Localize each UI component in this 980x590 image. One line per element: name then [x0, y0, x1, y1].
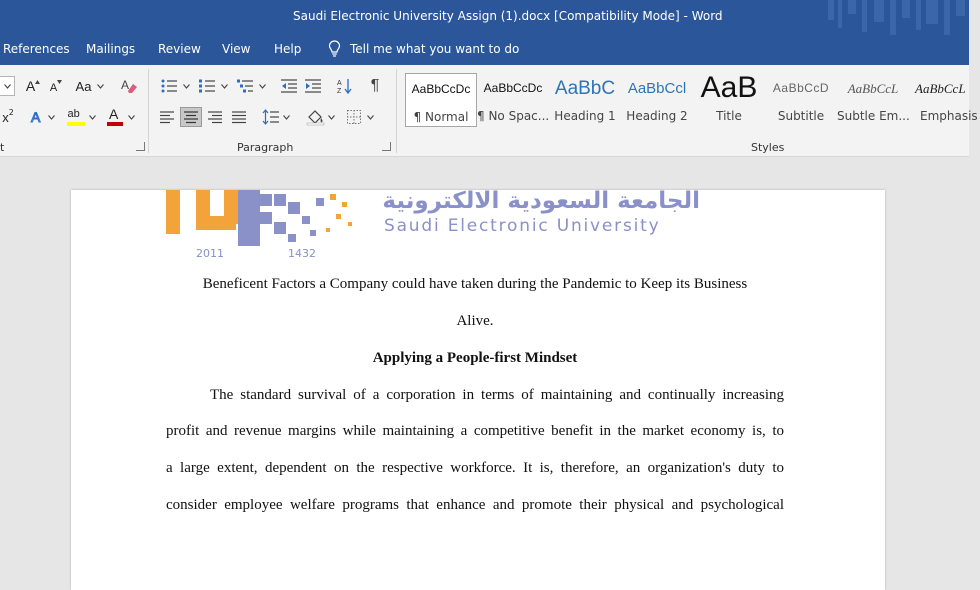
highlight-color-swatch [67, 122, 85, 126]
style-sample: AaBbCcl [627, 80, 687, 97]
svg-text:A: A [121, 78, 130, 92]
align-right-icon [208, 111, 222, 123]
align-center-icon [184, 111, 198, 123]
logo-mark [166, 190, 361, 260]
font-dialog-launcher[interactable] [136, 142, 145, 151]
sort-icon [337, 78, 353, 94]
borders-button[interactable] [342, 107, 378, 127]
shrink-font-label: A [49, 81, 58, 94]
svg-text:Z: Z [337, 88, 342, 95]
logo-arabic-name: الجامعة السعودية الالكترونية [382, 188, 700, 214]
tab-review[interactable]: Review [158, 42, 201, 56]
window-title: Saudi Electronic University Assign (1).docx [Compatibility Mode] - Word [293, 9, 723, 23]
eraser-icon [120, 78, 138, 94]
show-formatting-button[interactable] [364, 76, 386, 96]
style-name: Emphasis [920, 109, 978, 123]
chevron-down-icon [283, 115, 290, 120]
grow-font-button[interactable] [22, 76, 44, 96]
logo-year-start: 2011 [196, 247, 224, 260]
style-sample: AaBbCcL [915, 81, 966, 96]
style-name: Subtitle [777, 109, 825, 123]
change-case-label: Aa [75, 78, 92, 94]
logo-year-hijri: 1432 [288, 247, 316, 260]
tab-references[interactable]: References [3, 42, 70, 56]
style-name: Heading 1 [554, 109, 616, 123]
font-color-label: A [109, 106, 119, 122]
title-bar [0, 0, 969, 35]
borders-icon [347, 110, 361, 124]
line-spacing-button[interactable] [260, 107, 292, 127]
style-sample: AaBbCcDc [483, 81, 543, 95]
style-name: Subtle Em... [837, 109, 910, 123]
bullet-list-icon [161, 79, 177, 93]
align-left-icon [160, 111, 174, 123]
document-canvas[interactable] [0, 158, 969, 526]
paragraph-line: profit and revenue margins while maintaining a competitive benefit in the market economy is, to [166, 423, 784, 439]
paragraph-line: The standard survival of a corporation in terms of maintaining and continually increasing [210, 387, 784, 403]
style-name: ¶ No Spac... [477, 109, 550, 123]
decrease-indent-button[interactable] [278, 76, 300, 96]
tab-mailings[interactable]: Mailings [86, 42, 136, 56]
title-bar-pattern [826, 0, 969, 35]
style-no-spacing[interactable] [477, 73, 549, 127]
superscript-mark: 2 [8, 108, 14, 117]
justify-button[interactable] [228, 107, 250, 127]
sort-button[interactable] [334, 76, 356, 96]
ribbon-home [0, 65, 978, 157]
style-sample: AaBbCcDc [411, 82, 471, 96]
style-normal[interactable] [405, 73, 477, 127]
paragraph-dialog-launcher[interactable] [382, 142, 391, 151]
chevron-down-icon [183, 84, 190, 89]
text-effects-button[interactable] [27, 107, 57, 127]
font-group-label: t [0, 141, 5, 154]
numbered-list-icon [199, 79, 215, 93]
svg-text:A: A [31, 109, 41, 125]
line-spacing-icon [263, 110, 279, 124]
caret-down-icon [57, 80, 62, 84]
font-color-button[interactable] [104, 107, 138, 127]
style-name: Heading 2 [626, 109, 688, 123]
chevron-down-icon [259, 84, 266, 89]
chevron-down-icon [89, 115, 96, 120]
ribbon-tabs [0, 35, 969, 65]
style-subtle-emphasis[interactable] [837, 73, 909, 127]
style-sample: AaBbCcD [772, 81, 830, 95]
increase-indent-button[interactable] [302, 76, 324, 96]
section-heading: Applying a People-first Mindset [372, 350, 578, 366]
caret-up-icon [35, 80, 40, 84]
bullets-button[interactable] [158, 76, 192, 96]
style-heading-1[interactable] [549, 73, 621, 127]
style-heading-2[interactable] [621, 73, 693, 127]
document-title-line-1: Beneficent Factors a Company could have taken during the Pandemic to Keep its Business [202, 276, 748, 292]
highlight-label: ab [67, 108, 80, 120]
highlighter-icon [67, 108, 85, 126]
university-logo [166, 190, 706, 260]
logo-english-name: Saudi Electronic University [384, 216, 661, 236]
style-emphasis[interactable] [909, 73, 978, 127]
superscript-button[interactable] [0, 107, 16, 127]
style-name: Title [716, 109, 742, 123]
chevron-down-icon [367, 115, 374, 120]
style-name: ¶ Normal [413, 110, 469, 124]
clear-formatting-button[interactable] [118, 76, 140, 96]
align-center-button[interactable] [180, 107, 202, 127]
tell-me-search[interactable] [328, 40, 519, 57]
multilevel-list-icon [237, 79, 253, 93]
style-subtitle[interactable] [765, 73, 837, 127]
lightbulb-icon [328, 40, 341, 57]
align-right-button[interactable] [204, 107, 226, 127]
tab-view[interactable]: View [222, 42, 251, 56]
numbering-button[interactable] [196, 76, 230, 96]
multilevel-list-button[interactable] [234, 76, 268, 96]
chevron-down-icon [48, 115, 55, 120]
chevron-down-icon [328, 115, 335, 120]
chevron-down-icon [221, 84, 228, 89]
shading-button[interactable] [304, 107, 338, 127]
style-sample: AaBbC [554, 78, 616, 99]
group-separator [148, 69, 149, 153]
style-title[interactable] [693, 73, 765, 127]
tell-me-label: Tell me what you want to do [350, 41, 520, 56]
align-left-button[interactable] [156, 107, 178, 127]
text-effects-icon [29, 109, 45, 125]
document-page[interactable] [71, 190, 885, 590]
group-separator [396, 69, 397, 153]
chevron-down-icon [128, 115, 135, 120]
justify-icon [232, 111, 246, 123]
decrease-indent-icon [281, 79, 297, 93]
font-size-dropdown[interactable] [0, 76, 15, 96]
superscript-label: x [2, 109, 9, 125]
style-sample: AaB [700, 71, 758, 104]
pilcrow-icon: ¶ [370, 77, 380, 94]
increase-indent-icon [305, 79, 321, 93]
highlight-color-button[interactable] [64, 107, 98, 127]
paragraph-line: consider employee welfare programs that enhance and promote their physical and psychological [166, 497, 784, 513]
font-color-swatch [107, 122, 123, 126]
style-sample: AaBbCcL [847, 81, 899, 96]
font-color-icon [107, 108, 123, 126]
paint-bucket-icon [307, 109, 324, 125]
chevron-down-icon [97, 84, 104, 89]
tab-help[interactable]: Help [274, 42, 302, 56]
change-case-button[interactable] [72, 76, 108, 96]
shrink-font-button[interactable] [46, 76, 66, 96]
chevron-down-icon [4, 84, 11, 89]
paragraph-group-label: Paragraph [237, 141, 294, 154]
styles-group-label: Styles [751, 141, 785, 154]
paragraph-line: a large extent, dependent on the respective workforce. It is, therefore, an organization's duty to [166, 460, 784, 476]
document-title-line-2: Alive. [456, 313, 494, 329]
grow-font-label: A [25, 78, 36, 94]
svg-text:A: A [337, 80, 342, 87]
